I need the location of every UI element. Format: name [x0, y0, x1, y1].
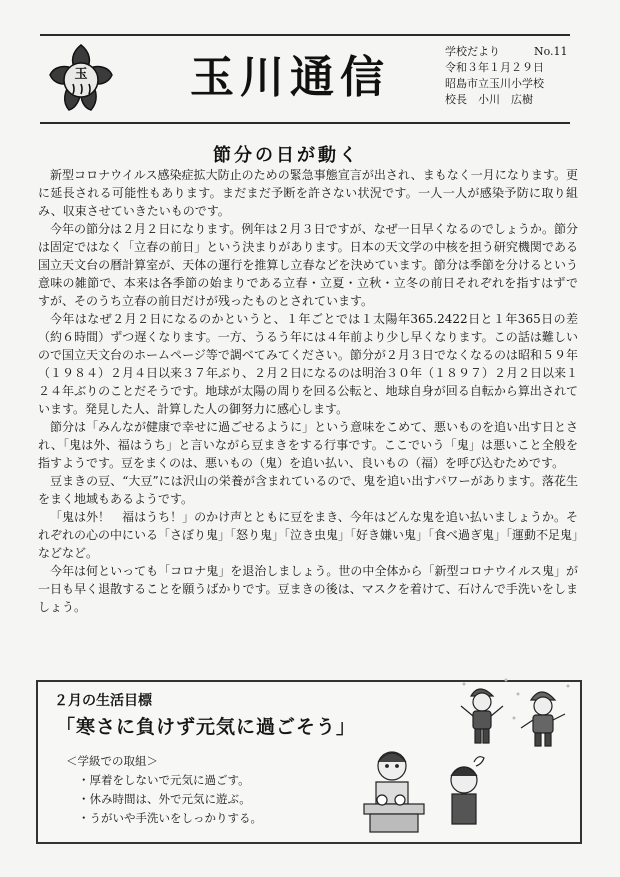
svg-text:玉: 玉	[74, 67, 88, 82]
masthead-divider	[40, 122, 570, 124]
principal-name: 校長 小川 広樹	[445, 93, 533, 106]
article-paragraph: 今年の節分は２月２日になります。例年は２月３日ですが、なぜ一日早くなるのでしょうか。節分は固定ではなく「立春の前日」という決まりがあります。日本の天文学の中核を担う研究機関である国立天文台の暦計算室が、天体の運行を推算し立春などを決めています。節分は季節を分けるという意味の雑節で、本来は各季節の始まりである立春・立夏・立秋・立冬の前日それぞれを指すはずですが、そのうち立春の前日だけが残ったものとされています。	[38, 222, 578, 308]
article-paragraph: 新型コロナウイルス感染症拡大防止のための緊急事態宣言が出され、まもなく一月になります。更に延長される可能性もあります。まだまだ予断を許さない状況です。一人一人が感染予防に取り組み、収束させていきたいものです。	[38, 168, 578, 218]
issue-number: No.11	[534, 45, 568, 58]
monthly-goal-box	[36, 680, 582, 844]
newsletter-type: 学校だより	[445, 45, 500, 58]
article-paragraph: 豆まきの豆、“大豆”には沢山の栄養が含まれているので、鬼を追い出すパワーがあります。落花生をまく地域もあるようです。	[38, 474, 578, 506]
article-headline: 節分の日が動く	[213, 145, 360, 166]
school-name: 昭島市立玉川小学校	[445, 77, 544, 90]
efforts-title: ＜学級での取組＞	[66, 754, 158, 768]
issue-date: 令和３年１月２９日	[445, 61, 544, 74]
article-paragraph: 節分は「みんなが健康で幸せに過ごせるように」という意味をこめて、悪いものを追い出す日とされ、「鬼は外、福はうち」と言いながら豆まきをする行事です。ここでいう「鬼」は悪いこと全般を指すようです。豆をまくのは、悪いもの（鬼）を追い払い、良いもの（福）を呼び込むためです。	[38, 420, 578, 470]
effort-item: ・ 休み時間は、外で元気に遊ぶ。	[78, 790, 262, 809]
newsletter-meta	[445, 44, 568, 108]
effort-item: ・ 厚着をしないで元気に過ごす。	[78, 771, 262, 790]
article-paragraph: 今年はなぜ２月２日になるのかというと、１年ごとでは１太陽年365.2422日と１年365日の差（約６時間）ずつ遅くなります。一方、うるう年には４年前より少し早くなります。この話は難しいので国立天文台のホームページ等で調べてみてください。節分が２月３日でなくなるのは昭和５９年（１９８４）２月４日以来３７年ぶり、２月２日になるのは明治３０年（１８９７）２月２日以来１２４年ぶりのことだそうです。地球が太陽の周りを回る公転と、地球自身が回る自転から算出されています。発見した人、計算した人の御努力に感心します。	[38, 312, 579, 416]
goal-text: 「寒さに負けず元気に過ごそう」	[56, 716, 357, 738]
handwashing-illustration	[356, 742, 506, 838]
goal-label: ２月の生活目標	[54, 693, 152, 709]
masthead	[40, 34, 570, 122]
newsletter-title: 玉川通信	[190, 52, 390, 103]
article-paragraph: 「鬼は外！ 福はうち！」のかけ声とともに豆をまき、今年はどんな鬼を追い払いましょうか。それぞれの心の中にいる「さぼり鬼」「怒り鬼」「泣き虫鬼」「好き嫌い鬼」「食べ過ぎ鬼」「運動不足鬼」などなど。	[38, 510, 579, 560]
effort-item: ・ うがいや手洗いをしっかりする。	[78, 809, 262, 828]
article-paragraph: 今年は何といっても「コロナ鬼」を退治しましょう。世の中全体から「新型コロナウイルス鬼」が一日も早く退散することを願うばかりです。豆まきの後は、マスクを着けて、石けんで手洗いをしましょう。	[38, 564, 578, 614]
school-seal-icon	[46, 42, 116, 116]
class-efforts	[64, 752, 262, 828]
article-body	[38, 166, 578, 616]
